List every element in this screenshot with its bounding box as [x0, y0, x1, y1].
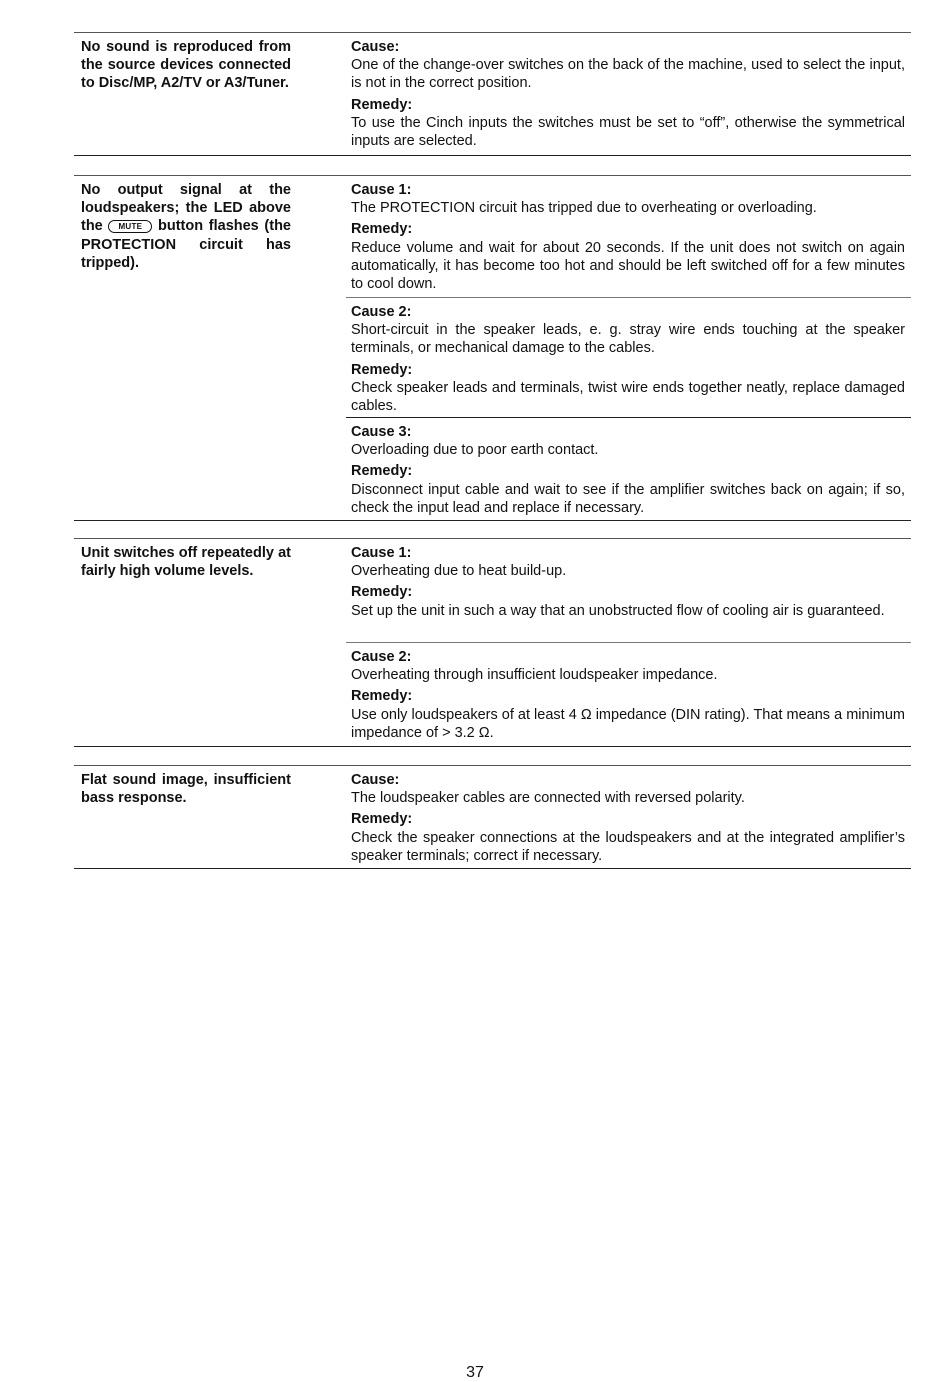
cause-label: Cause 3: [351, 424, 412, 440]
cause-list [346, 176, 911, 517]
remedy-text: Check speaker leads and terminals, twist wire ends together neatly, replace damaged cables. [351, 379, 905, 415]
cause-label: Cause 1: [351, 545, 412, 561]
remedy-text: Use only loudspeakers of at least 4 Ω impedance (DIN rating). That means a minimum impedance of > 3.2 Ω. [351, 706, 905, 741]
cause-label: Cause 2: [351, 304, 412, 320]
remedy-label: Remedy: [351, 221, 413, 238]
cause-group [346, 417, 911, 517]
troubleshooting-row-no-output [74, 175, 911, 521]
cause-text: One of the change-over switches on the back of the machine, used to select the input, is not in the correct position. [351, 57, 905, 92]
problem-description: Flat sound image, insufficient bass response. [81, 772, 291, 807]
problem-text-part1: No output signal at the loudspeakers; the LED above the [81, 182, 291, 235]
cause-label: Cause 1: [351, 182, 412, 198]
troubleshooting-row-no-sound [74, 32, 911, 156]
problem-description: No sound is reproduced from the source devices connected to Disc/MP, A2/TV or A3/Tuner. [81, 39, 291, 92]
remedy-label: Remedy: [351, 463, 413, 480]
cause-group [346, 539, 911, 642]
remedy-text: Disconnect input cable and wait to see if the amplifier switches back on again; if so, check the input lead and replace if necessary. [351, 481, 905, 516]
cause-text: Overheating through insufficient loudspeaker impedance. [351, 667, 718, 684]
cause-text: Overheating due to heat build-up. [351, 563, 567, 580]
remedy-text: Check the speaker connections at the loudspeakers and at the integrated amplifier’s speaker terminals; correct if necessary. [351, 829, 905, 864]
cause-text: The PROTECTION circuit has tripped due to overheating or overloading. [351, 200, 817, 217]
cause-group [346, 297, 911, 417]
cause-group [346, 33, 911, 150]
cause-label: Cause 2: [351, 649, 412, 665]
remedy-label: Remedy: [351, 811, 413, 828]
cause-text: Overloading due to poor earth contact. [351, 442, 599, 459]
cause-list [346, 766, 911, 865]
troubleshooting-row-switches-off [74, 538, 911, 747]
remedy-label: Remedy: [351, 584, 413, 601]
remedy-text: Reduce volume and wait for about 20 seconds. If the unit does not switch on again automatically, it has become too hot and should be left switched off for a few minutes to cool down. [351, 239, 905, 293]
cause-group [346, 766, 911, 865]
remedy-text: Set up the unit in such a way that an unobstructed flow of cooling air is guaranteed. [351, 602, 885, 619]
remedy-label: Remedy: [351, 688, 413, 705]
page-number: 37 [466, 1364, 484, 1381]
cause-list [346, 539, 911, 742]
remedy-text: To use the Cinch inputs the switches must be set to “off”, otherwise the symmetrical inputs are selected. [351, 114, 905, 150]
cause-text: The loudspeaker cables are connected with reversed polarity. [351, 790, 745, 807]
cause-label: Cause: [351, 772, 400, 788]
cause-group [346, 176, 911, 297]
problem-description [81, 181, 291, 272]
cause-label: Cause: [351, 39, 400, 55]
cause-list [346, 33, 911, 150]
cause-group [346, 642, 911, 742]
cause-text: Short-circuit in the speaker leads, e. g. stray wire ends touching at the speaker terminals, or mechanical damage to the cables. [351, 322, 905, 357]
remedy-label: Remedy: [351, 96, 413, 113]
troubleshooting-row-flat-sound [74, 765, 911, 869]
mute-button-icon: MUTE [108, 220, 152, 233]
problem-text-part2: button flashes (the PROTECTION circuit has tripped). [81, 218, 291, 271]
remedy-label: Remedy: [351, 361, 413, 378]
problem-description: Unit switches off repeatedly at fairly high volume levels. [81, 545, 291, 580]
